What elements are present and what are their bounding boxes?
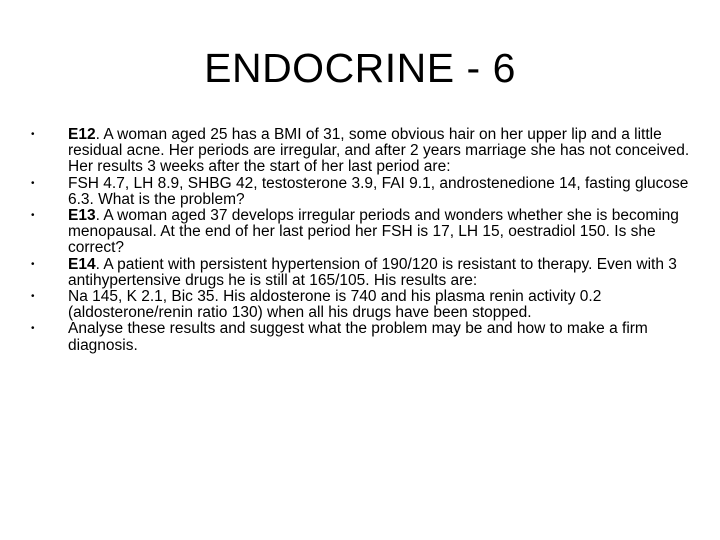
- question-number: E13: [68, 207, 96, 225]
- bullet-icon: •: [31, 323, 35, 335]
- bullet-list: [28, 127, 698, 354]
- instruction-text: Analyse these results and suggest what the problem may be and how to make a firm diagnosis.: [68, 320, 648, 354]
- bullet-icon: •: [31, 129, 35, 140]
- question-number: E14: [68, 255, 96, 273]
- bullet-text: [68, 176, 698, 208]
- bullet-text: [68, 127, 698, 176]
- slide-title: ENDOCRINE - 6: [204, 45, 516, 91]
- bullet-icon: •: [31, 210, 35, 222]
- bullet-item: [28, 257, 698, 289]
- bullet-item: [28, 289, 698, 321]
- bullet-icon: •: [31, 291, 35, 303]
- bullet-text: [68, 257, 698, 289]
- results-text: FSH 4.7, LH 8.9, SHBG 42, testosterone 3.9, FAI 9.1, androstenedione 14, fasting glucose 6.3. What is the problem?: [68, 174, 689, 208]
- bullet-item: [28, 208, 698, 257]
- bullet-text: [68, 321, 698, 353]
- bullet-item: [28, 127, 698, 176]
- question-text: . A woman aged 37 develops irregular periods and wonders whether she is becoming menopausal. At the end of her last period her FSH is 17, LH 15, oestradiol 150. Is she correct?: [68, 207, 679, 257]
- results-text: Na 145, K 2.1, Bic 35. His aldosterone is 740 and his plasma renin activity 0.2 (aldosterone/renin ratio 130) when all his drugs have been stopped.: [68, 288, 602, 322]
- bullet-icon: •: [31, 258, 35, 270]
- question-number: E12: [68, 126, 96, 143]
- bullet-icon: •: [31, 177, 35, 189]
- bullet-text: [68, 208, 698, 257]
- bullet-item: [28, 321, 698, 353]
- question-text: . A woman aged 25 has a BMI of 31, some obvious hair on her upper lip and a little residual acne. Her periods are irregular, and after 2 years marriage she has not conceived. Her results 3 weeks after the start of her last period are:: [68, 126, 690, 176]
- question-text: . A patient with persistent hypertension of 190/120 is resistant to therapy. Even with 3 antihypertensive drugs he is still at 165/105. His results are:: [68, 255, 677, 289]
- bullet-text: [68, 289, 698, 321]
- bullet-item: [28, 176, 698, 208]
